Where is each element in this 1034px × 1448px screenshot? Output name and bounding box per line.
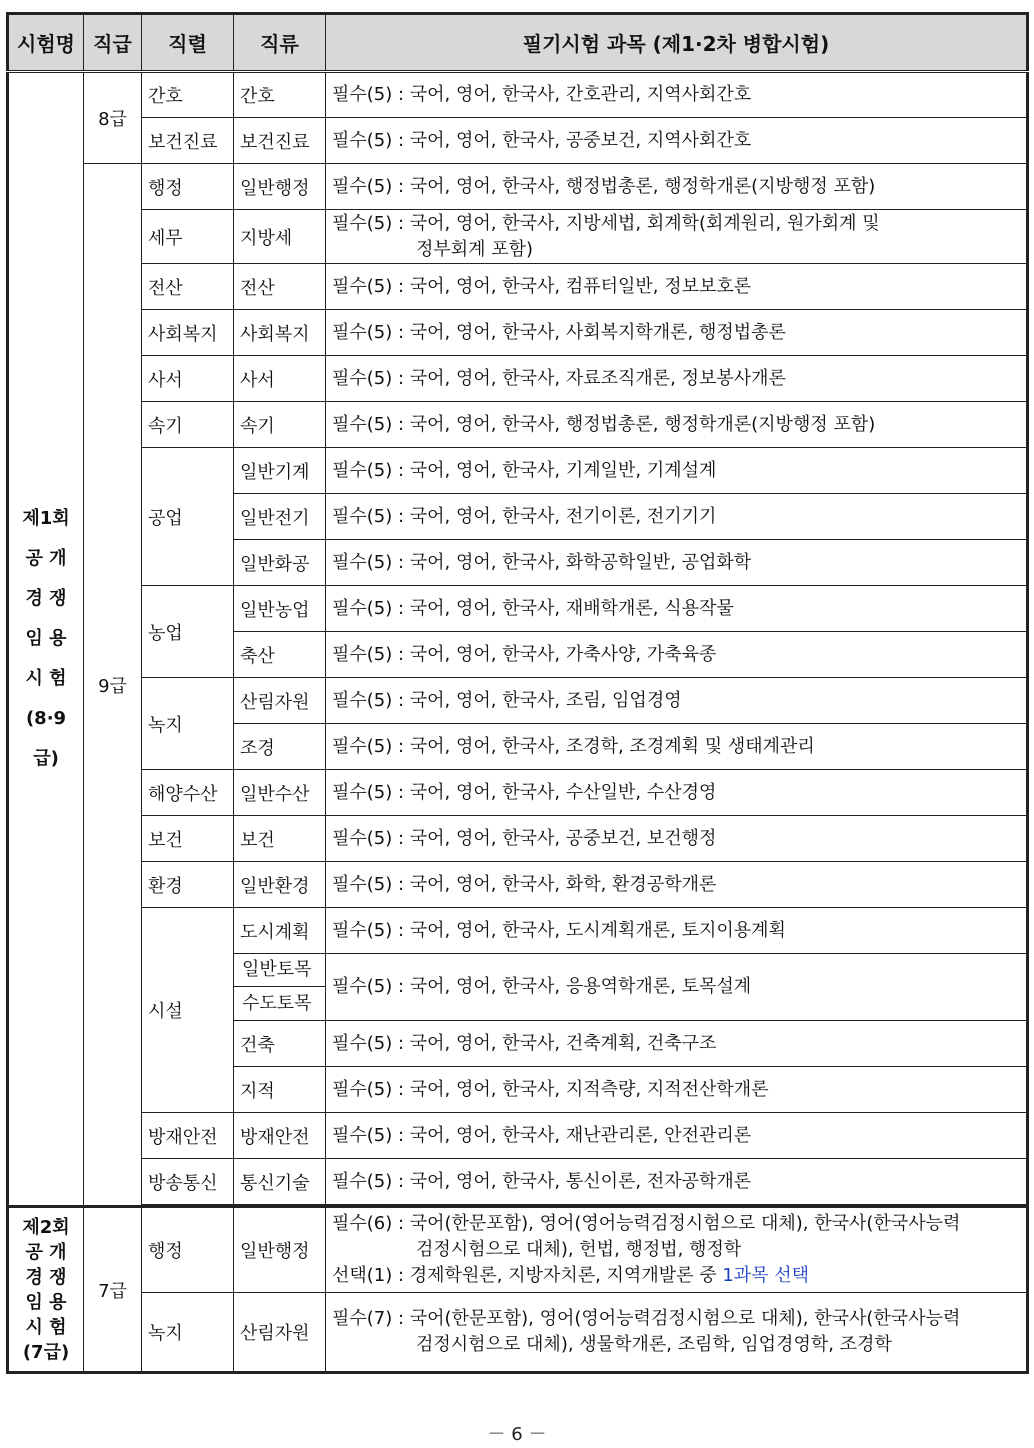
category-cell: 산림자원 (234, 1293, 326, 1373)
category-cell: 보건진료 (234, 118, 326, 164)
series-cell: 해양수산 (142, 770, 234, 816)
series-cell: 녹지 (142, 678, 234, 770)
exam2-name-line: 공 개 (25, 1241, 67, 1263)
subject-cell: 필수(5) : 국어, 영어, 한국사, 화학, 환경공학개론 (326, 862, 1028, 908)
series-cell: 녹지 (142, 1293, 234, 1373)
category-cell: 전산 (234, 264, 326, 310)
exam2-name-line: 경 쟁 (25, 1266, 67, 1288)
table-row (8, 356, 1028, 402)
table-row (8, 402, 1028, 448)
table-row (8, 72, 1028, 118)
exam1-name-line: 공 개 (25, 548, 67, 569)
table-row (8, 816, 1028, 862)
subject-line-cont: 검정시험으로 대체), 생물학개론, 조림학, 임업경영학, 조경학 (416, 1334, 892, 1355)
subject-line-cont: 정부회계 포함) (416, 238, 534, 260)
subject-line-cont: 검정시험으로 대체), 헌법, 행정법, 행정학 (416, 1239, 742, 1260)
exam1-name-cell (8, 72, 84, 1207)
subject-cell: 필수(5) : 국어, 영어, 한국사, 조경학, 조경계획 및 생태계관리 (326, 724, 1028, 770)
table-row (8, 586, 1028, 632)
series-cell: 전산 (142, 264, 234, 310)
subject-cell: 필수(5) : 국어, 영어, 한국사, 사회복지학개론, 행정법총론 (326, 310, 1028, 356)
subject-cell: 필수(5) : 국어, 영어, 한국사, 간호관리, 지역사회간호 (326, 72, 1028, 118)
series-cell: 보건진료 (142, 118, 234, 164)
category-cell: 지적 (234, 1067, 326, 1113)
table-row (8, 310, 1028, 356)
table-row (8, 908, 1028, 954)
category-cell: 일반행정 (234, 164, 326, 210)
subject-cell: 필수(5) : 국어, 영어, 한국사, 행정법총론, 행정학개론(지방행정 포함) (326, 164, 1028, 210)
category-cell: 사서 (234, 356, 326, 402)
table-row (8, 264, 1028, 310)
subject-cell: 필수(5) : 국어, 영어, 한국사, 재난관리론, 안전관리론 (326, 1113, 1028, 1159)
subject-cell (326, 210, 1028, 264)
exam2-name-cell (8, 1207, 84, 1373)
subject-cell (326, 1207, 1028, 1293)
subject-cell: 필수(5) : 국어, 영어, 한국사, 건축계획, 건축구조 (326, 1021, 1028, 1067)
series-cell: 농업 (142, 586, 234, 678)
subject-cell: 필수(5) : 국어, 영어, 한국사, 지적측량, 지적전산학개론 (326, 1067, 1028, 1113)
table-row (8, 862, 1028, 908)
series-cell: 속기 (142, 402, 234, 448)
exam2-name-line: 시 험 (25, 1316, 67, 1338)
category-cell: 보건 (234, 816, 326, 862)
subject-cell: 필수(5) : 국어, 영어, 한국사, 화학공학일반, 공업화학 (326, 540, 1028, 586)
page-number: － 6 － (487, 1424, 547, 1445)
category-cell: 축산 (234, 632, 326, 678)
series-cell: 시설 (142, 908, 234, 1113)
exam1-name-line: 경 쟁 (25, 588, 67, 609)
table-row (8, 1159, 1028, 1205)
table-row (8, 210, 1028, 264)
subject-line: 필수(5) : 국어, 영어, 한국사, 지방세법, 회계학(회계원리, 원가회계 및 (332, 212, 880, 234)
header-subjects: 필기시험 과목 (제1·2차 병합시험) (326, 14, 1028, 72)
header-grade: 직급 (84, 14, 142, 72)
category-cell: 속기 (234, 402, 326, 448)
exam2-name-line: 제2회 (22, 1216, 70, 1238)
category-cell: 건축 (234, 1021, 326, 1067)
subject-cell: 필수(5) : 국어, 영어, 한국사, 기계일반, 기계설계 (326, 448, 1028, 494)
category-cell: 사회복지 (234, 310, 326, 356)
series-cell: 간호 (142, 72, 234, 118)
subject-line-elective (332, 1263, 1020, 1289)
series-cell: 방재안전 (142, 1113, 234, 1159)
header-exam-name: 시험명 (8, 14, 84, 72)
series-cell: 행정 (142, 164, 234, 210)
category-cell: 일반농업 (234, 586, 326, 632)
category-cell: 조경 (234, 724, 326, 770)
category-cell: 지방세 (234, 210, 326, 264)
elective-text: 선택(1) : 경제학원론, 지방자치론, 지역개발론 중 (332, 1265, 723, 1286)
subject-cell: 필수(5) : 국어, 영어, 한국사, 행정법총론, 행정학개론(지방행정 포함) (326, 402, 1028, 448)
header-row (8, 14, 1028, 72)
series-cell: 사회복지 (142, 310, 234, 356)
category-cell: 도시계획 (234, 908, 326, 954)
subject-line: 필수(6) : 국어(한문포함), 영어(영어능력검정시험으로 대체), 한국사(한국사능력 (332, 1213, 961, 1234)
category-cell: 일반행정 (234, 1207, 326, 1293)
series-cell: 보건 (142, 816, 234, 862)
series-cell: 공업 (142, 448, 234, 586)
table-row (8, 1207, 1028, 1293)
grade-8-cell: 8급 (84, 72, 142, 164)
category-cell: 산림자원 (234, 678, 326, 724)
table-row (8, 1293, 1028, 1373)
category-cell: 통신기술 (234, 1159, 326, 1205)
series-cell: 행정 (142, 1207, 234, 1293)
series-cell: 세무 (142, 210, 234, 264)
subject-cell: 필수(5) : 국어, 영어, 한국사, 조림, 임업경영 (326, 678, 1028, 724)
category-cell: 일반화공 (234, 540, 326, 586)
subject-cell: 필수(5) : 국어, 영어, 한국사, 가축사양, 가축육종 (326, 632, 1028, 678)
series-cell: 환경 (142, 862, 234, 908)
exam1-name-line: 제1회 (22, 508, 70, 529)
elective-highlight: 1과목 선택 (722, 1265, 810, 1286)
exam-subjects-table (6, 12, 1029, 1374)
subject-cell (326, 1293, 1028, 1373)
category-line: 일반토목 (234, 954, 325, 987)
table-row (8, 1113, 1028, 1159)
exam2-name-line: 임 용 (25, 1291, 67, 1313)
subject-cell: 필수(5) : 국어, 영어, 한국사, 응용역학개론, 토목설계 (326, 954, 1028, 1021)
category-cell: 방재안전 (234, 1113, 326, 1159)
subject-cell: 필수(5) : 국어, 영어, 한국사, 자료조직개론, 정보봉사개론 (326, 356, 1028, 402)
subject-cell: 필수(5) : 국어, 영어, 한국사, 수산일반, 수산경영 (326, 770, 1028, 816)
subject-cell: 필수(5) : 국어, 영어, 한국사, 공중보건, 보건행정 (326, 816, 1028, 862)
category-cell (234, 954, 326, 1021)
subject-cell: 필수(5) : 국어, 영어, 한국사, 재배학개론, 식용작물 (326, 586, 1028, 632)
exam1-name-line: 시 험 (25, 668, 67, 689)
subject-cell: 필수(5) : 국어, 영어, 한국사, 컴퓨터일반, 정보보호론 (326, 264, 1028, 310)
grade-9-cell: 9급 (84, 164, 142, 1207)
category-cell: 일반전기 (234, 494, 326, 540)
subject-line: 필수(7) : 국어(한문포함), 영어(영어능력검정시험으로 대체), 한국사(한국사능력 (332, 1308, 961, 1329)
subject-cell: 필수(5) : 국어, 영어, 한국사, 공중보건, 지역사회간호 (326, 118, 1028, 164)
grade-7-cell: 7급 (84, 1207, 142, 1373)
category-cell: 일반수산 (234, 770, 326, 816)
header-series: 직렬 (142, 14, 234, 72)
exam1-name-line: (8·9급) (25, 708, 67, 769)
subject-cell: 필수(5) : 국어, 영어, 한국사, 전기이론, 전기기기 (326, 494, 1028, 540)
category-cell: 일반환경 (234, 862, 326, 908)
category-cell: 일반기계 (234, 448, 326, 494)
table-row (8, 164, 1028, 210)
series-cell: 사서 (142, 356, 234, 402)
subject-cell: 필수(5) : 국어, 영어, 한국사, 통신이론, 전자공학개론 (326, 1159, 1028, 1205)
header-category: 직류 (234, 14, 326, 72)
exam2-name-line: (7급) (22, 1341, 70, 1363)
table-row (8, 678, 1028, 724)
table-row (8, 770, 1028, 816)
exam1-name-line: 임 용 (25, 628, 67, 649)
category-line: 수도토목 (242, 993, 312, 1014)
table-row (8, 448, 1028, 494)
series-cell: 방송통신 (142, 1159, 234, 1205)
table-row (8, 118, 1028, 164)
category-cell: 간호 (234, 72, 326, 118)
subject-cell: 필수(5) : 국어, 영어, 한국사, 도시계획개론, 토지이용계획 (326, 908, 1028, 954)
